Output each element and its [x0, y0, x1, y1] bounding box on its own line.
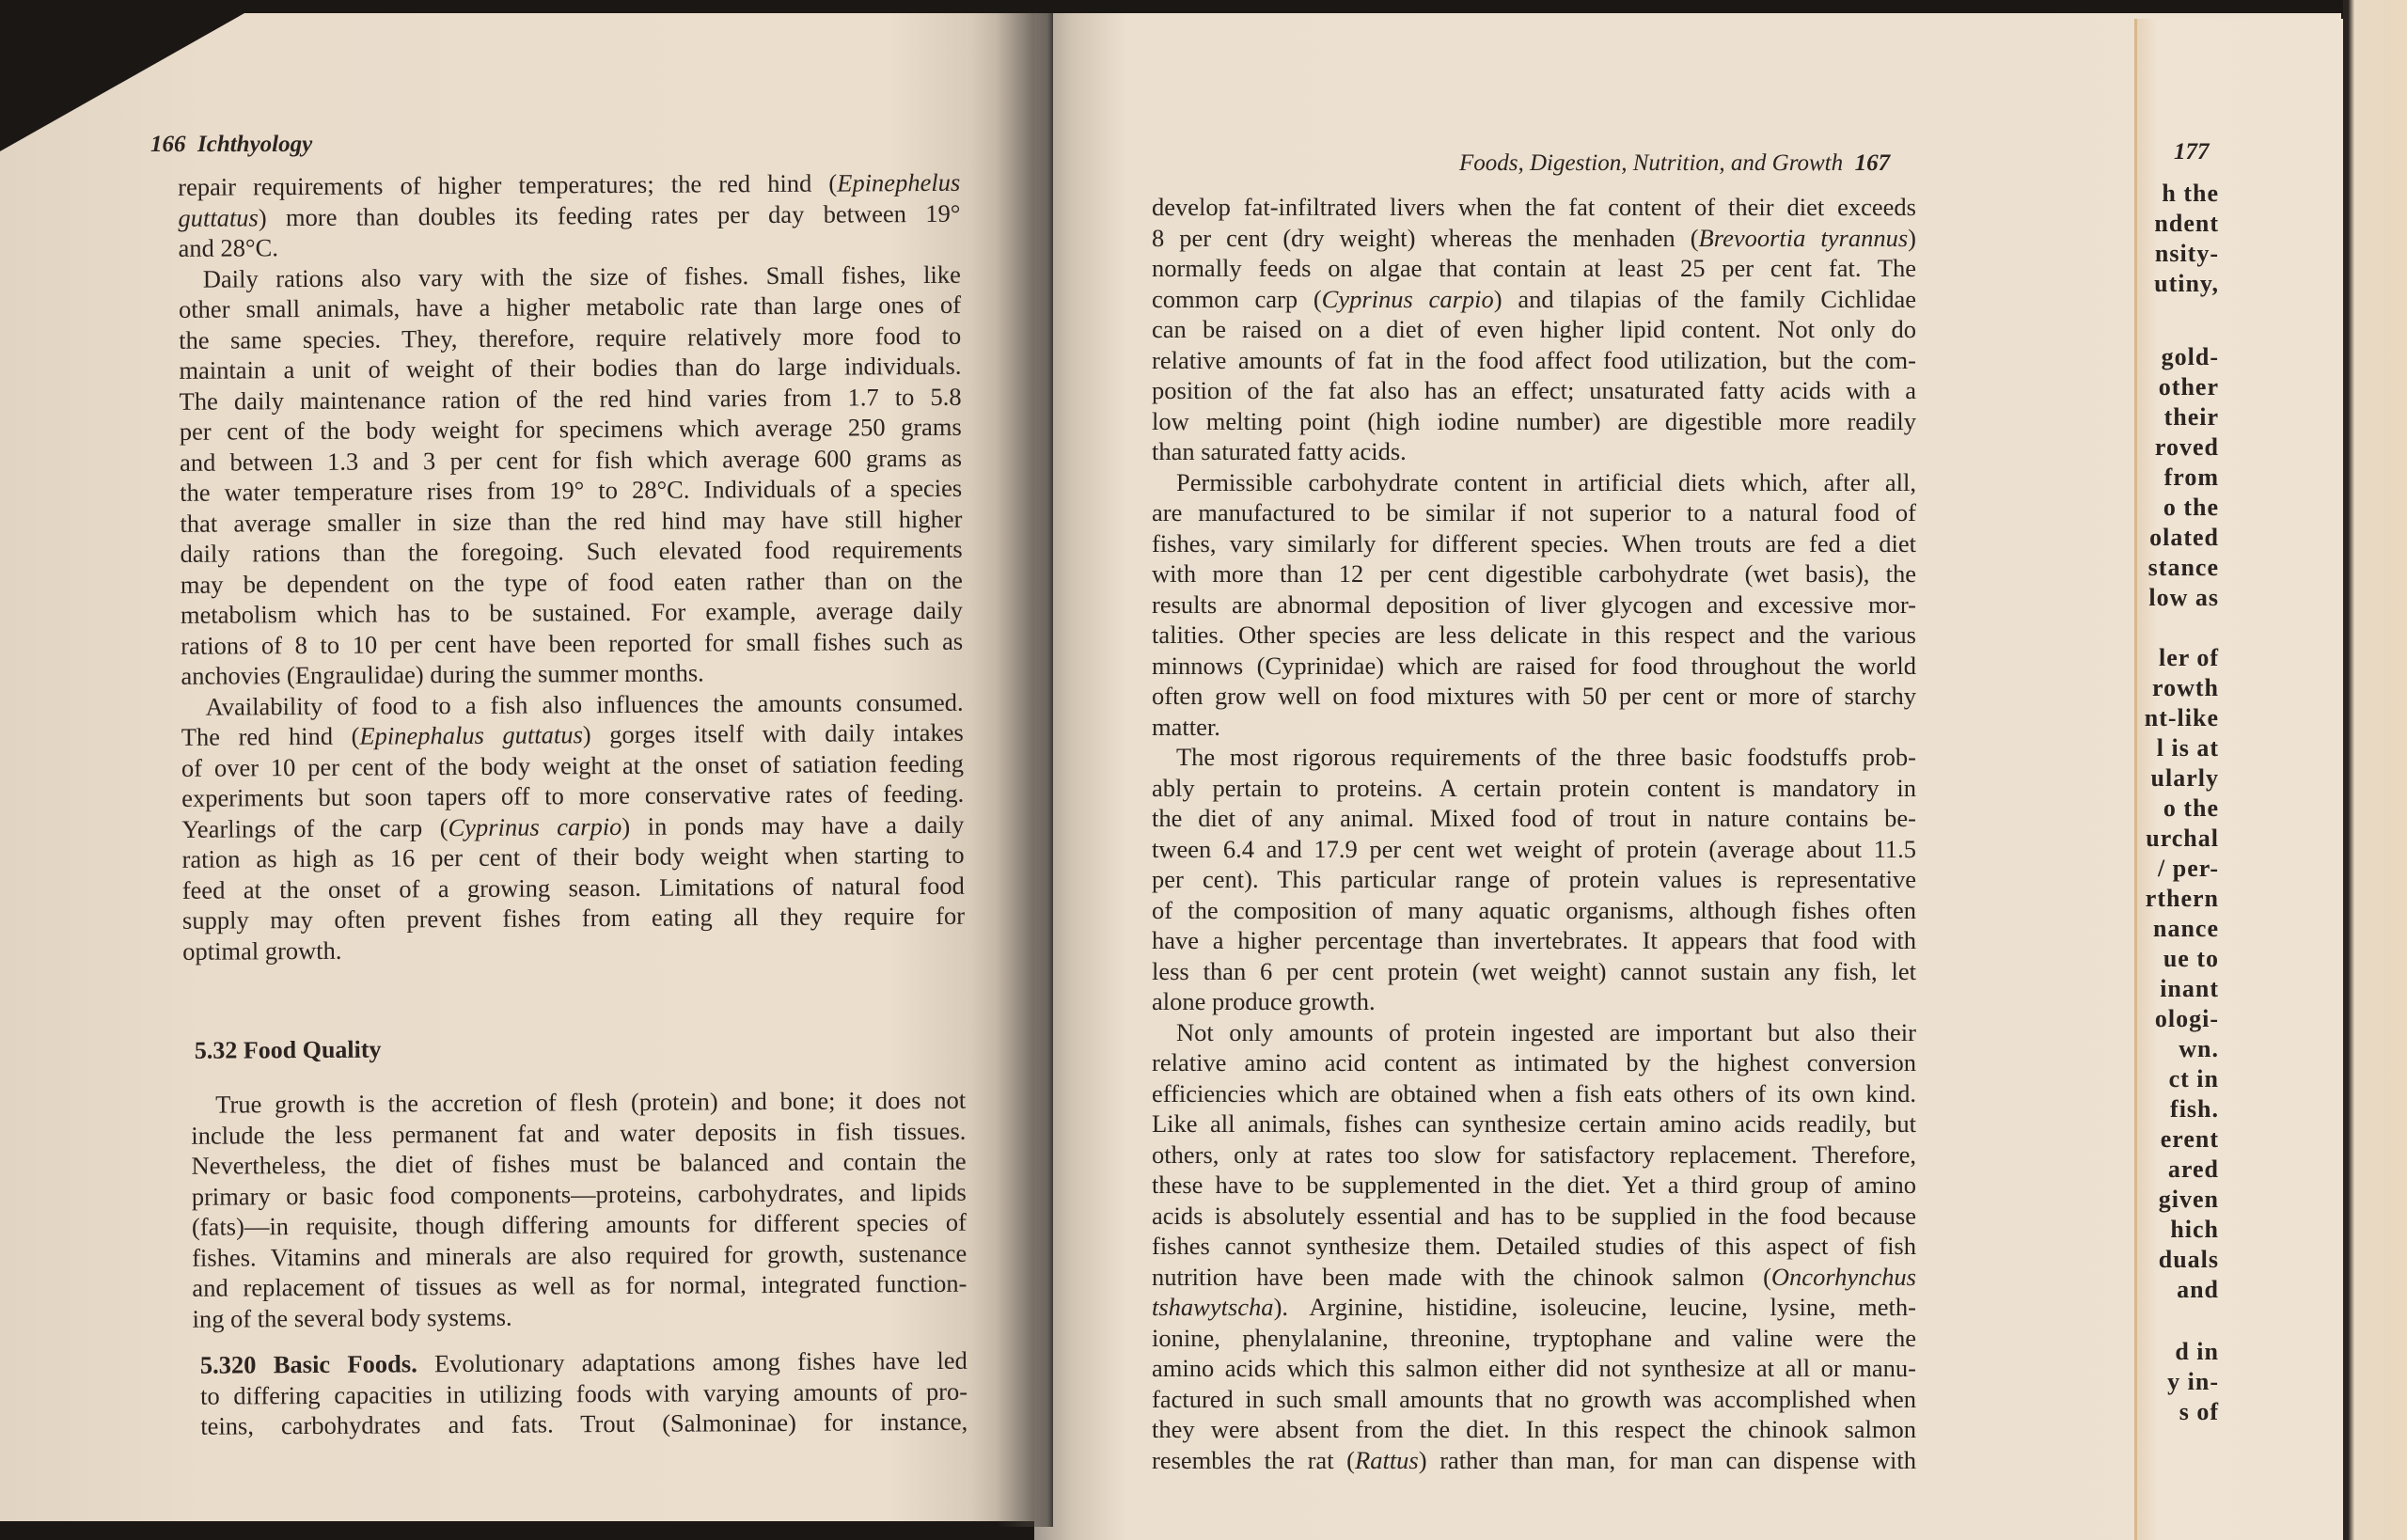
text-run: others, only at rates too slow for satisfactory replacement. Therefore,	[1152, 1139, 1916, 1169]
strip-text-fragment: wn.	[2179, 1035, 2219, 1062]
text-run: position of the fat also has an effect; unsaturated fatty acids with a	[1152, 376, 1916, 404]
text-line	[200, 1375, 968, 1410]
text-run: minnows (Cyprinidae) which are raised for food throughout the world	[1152, 651, 1916, 680]
text-run: optimal growth.	[182, 935, 342, 966]
italic-term: Cyprinus carpio	[1321, 284, 1494, 313]
text-line	[1152, 803, 1916, 834]
text-line	[192, 1176, 967, 1212]
text-line	[1152, 712, 1916, 743]
text-run: often grow well on food mixtures with 50 per cent or more of starchy	[1152, 682, 1916, 710]
text-line	[1152, 834, 1916, 865]
paragraph	[181, 686, 965, 966]
text-line	[1152, 314, 1916, 345]
text-run: relative amounts of fat in the food affect food utilization, but the com-	[1152, 345, 1916, 374]
text-run: the diet of any animal. Mixed food of trout in nature contains be-	[1152, 804, 1916, 832]
text-line	[1152, 773, 1916, 804]
text-run: they were absent from the diet. In this respect the chinook salmon	[1152, 1415, 1916, 1443]
strip-text-fragment: erent	[2160, 1125, 2219, 1153]
text-run: ) gorges itself with daily intakes	[582, 717, 964, 749]
text-line	[200, 1406, 968, 1441]
strip-text-group	[2116, 1337, 2219, 1427]
text-line	[1152, 742, 1916, 773]
text-run: the water temperature rises from 19° to 28°C. Individuals of a species	[180, 473, 963, 507]
text-run: and 28°C.	[178, 233, 279, 262]
text-run: )	[1908, 223, 1916, 252]
text-run: other small animals, have a higher metabolic rate than large ones of	[178, 290, 962, 323]
strip-text-fragment: / per-	[2158, 855, 2219, 882]
text-line	[1152, 375, 1916, 406]
right-running-head-title: Foods, Digestion, Nutrition, and Growth	[1459, 150, 1844, 176]
text-run: the same species. They, therefore, require relatively more food to	[179, 321, 962, 354]
text-run: supply may often prevent fishes from eating all they require for	[181, 901, 966, 935]
text-line	[181, 595, 963, 631]
strip-text-fragment: ared	[2167, 1155, 2219, 1183]
text-line	[179, 351, 961, 386]
text-line	[1152, 895, 1916, 926]
strip-text-fragment: from	[2163, 464, 2219, 491]
italic-term: Oncorhynchus	[1770, 1262, 1916, 1291]
text-line	[178, 197, 960, 233]
text-line	[191, 1146, 966, 1182]
text-line	[181, 625, 963, 661]
strip-text-fragment: ndent	[2154, 210, 2219, 237]
paragraph	[1152, 742, 1916, 1017]
text-line	[1152, 1323, 1916, 1354]
strip-text-fragment: h the	[2162, 180, 2219, 207]
text-line	[1152, 1231, 1916, 1262]
text-line	[181, 840, 964, 875]
strip-text-fragment: utiny,	[2154, 270, 2219, 297]
text-line	[1152, 497, 1916, 528]
text-run: of over 10 per cent of the body weight at the onset of satiation feeding	[181, 748, 965, 782]
text-run: low melting point (high iodine number) are digestible more readily	[1152, 406, 1916, 435]
strip-text-fragment: rowth	[2152, 674, 2219, 701]
text-line	[1152, 620, 1916, 651]
text-run: ) in ponds may have a daily	[621, 809, 965, 841]
run-in-heading: 5.320 Basic Foods.	[199, 1349, 417, 1379]
italic-term: guttatus	[178, 202, 259, 232]
left-body-top	[178, 167, 965, 966]
strip-page-text	[2116, 179, 2219, 1457]
text-run: ) rather than man, for man can dispense with	[1418, 1445, 1916, 1474]
text-run: per cent of the body weight for specimens which average 250 grams	[179, 412, 962, 446]
text-run: less than 6 per cent protein (wet weight) cannot sustain any fish, let	[1152, 956, 1916, 985]
paragraph	[178, 167, 961, 264]
text-line	[180, 381, 962, 416]
strip-text-group	[2116, 179, 2219, 299]
strip-text-fragment: s of	[2179, 1398, 2219, 1425]
text-run: that average smaller in size than the red hind may have still higher	[180, 504, 963, 538]
strip-page-number: 177	[2174, 139, 2210, 165]
text-run: Like all animals, fishes can synthesize certain amino acids readily, but	[1152, 1109, 1916, 1138]
text-run: ably pertain to proteins. A certain protein content is mandatory in	[1152, 773, 1916, 802]
strip-text-fragment: d in	[2175, 1338, 2219, 1365]
strip-text-group	[2116, 342, 2219, 613]
text-run: Nevertheless, the diet of fishes must be balanced and contain the	[191, 1146, 967, 1180]
text-line	[181, 809, 964, 844]
strip-text-fragment: nsity-	[2154, 240, 2219, 267]
text-line	[192, 1268, 967, 1304]
text-line	[1152, 1262, 1916, 1293]
text-line	[181, 717, 964, 753]
text-run: rations of 8 to 10 per cent have been reported for small fishes such as	[181, 626, 964, 660]
text-run: include the less permanent fat and water deposits in fish tissues.	[191, 1116, 967, 1150]
text-line	[191, 1085, 966, 1121]
italic-term: Epinephalus guttatus	[359, 720, 583, 750]
text-run: fishes cannot synthesize them. Detailed studies of this aspect of fish	[1152, 1232, 1916, 1260]
italic-term: Brevoortia tyrannus	[1698, 223, 1909, 252]
text-line	[1152, 223, 1916, 254]
strip-text-fragment: nt-like	[2144, 704, 2219, 731]
text-run: anchovies (Engraulidae) during the summer months.	[181, 658, 704, 690]
paragraph	[200, 1345, 968, 1441]
strip-text-fragment: l is at	[2156, 734, 2219, 762]
strip-text-fragment: ologi-	[2154, 1005, 2219, 1032]
text-line	[191, 1115, 966, 1151]
strip-text-fragment: stance	[2147, 554, 2219, 581]
text-run: can be raised on a diet of even higher lipid content. Not only do	[1152, 315, 1916, 343]
text-line	[192, 1298, 967, 1334]
text-run: alone produce growth.	[1152, 987, 1376, 1015]
book-edge	[2343, 0, 2407, 1540]
text-run: may be dependent on the type of food eaten rather than on the	[180, 565, 963, 599]
strip-text-fragment: hich	[2170, 1216, 2219, 1243]
text-run: The most rigorous requirements of the three basic foodstuffs prob-	[1176, 743, 1916, 771]
text-run: 8 per cent (dry weight) whereas the menhaden (	[1152, 223, 1699, 252]
text-run: repair requirements of higher temperatures; the red hind (	[178, 168, 838, 201]
text-run: experiments but soon tapers off to more conservative rates of feeding.	[181, 778, 965, 812]
text-run: ionine, phenylalanine, threonine, tryptophane and valine were the	[1152, 1323, 1916, 1352]
italic-term: tshawytscha	[1152, 1293, 1274, 1321]
text-line	[182, 931, 965, 966]
text-run: Daily rations also vary with the size of fishes. Small fishes, like	[202, 259, 961, 293]
text-run: have a higher percentage than invertebrates. It appears that food with	[1152, 926, 1916, 954]
text-line	[181, 564, 963, 600]
text-line	[1152, 925, 1916, 956]
strip-text-fragment: o the	[2163, 494, 2219, 521]
strip-text-fragment: urchal	[2146, 825, 2219, 852]
text-run: and between 1.3 and 3 per cent for fish which average 600 grams as	[179, 443, 963, 477]
text-run: matter.	[1152, 712, 1220, 741]
text-line	[1152, 864, 1916, 895]
text-line	[192, 1207, 967, 1243]
strip-text-fragment: ct in	[2168, 1065, 2219, 1092]
text-line	[182, 870, 965, 905]
text-run: are manufactured to be similar if not superior to a natural food of	[1152, 498, 1916, 526]
strip-text-fragment: fish.	[2170, 1095, 2219, 1123]
text-line	[192, 1237, 967, 1273]
text-run: to differing capacities in utilizing foods with varying amounts of pro-	[199, 1376, 968, 1410]
gutter-shadow	[997, 13, 1053, 1527]
text-run: acids is absolutely essential and has to be supplied in the food because	[1152, 1201, 1916, 1230]
text-run: amino acids which this salmon either did not synthesize at all or manu-	[1152, 1354, 1916, 1382]
strip-text-fragment: ler of	[2159, 644, 2219, 671]
text-run: The daily maintenance ration of the red hind varies from 1.7 to 5.8	[179, 382, 962, 416]
text-line	[1152, 1414, 1916, 1445]
text-run: Yearlings of the carp (	[181, 812, 448, 843]
paragraph	[1152, 192, 1916, 467]
text-run: talities. Other species are less delicate in this respect and the various	[1152, 621, 1916, 649]
strip-text-fragment: rthern	[2145, 885, 2219, 912]
text-run: Availability of food to a fish also influences the amounts consumed.	[205, 687, 964, 721]
strip-text-fragment: roved	[2154, 433, 2219, 461]
text-line	[1152, 589, 1916, 621]
text-line	[1152, 986, 1916, 1017]
text-line	[1152, 1017, 1916, 1048]
text-line	[181, 747, 964, 783]
strip-text-fragment: duals	[2158, 1246, 2219, 1273]
text-run: develop fat-infiltrated livers when the fat content of their diet exceeds	[1152, 193, 1916, 221]
text-line	[180, 503, 962, 539]
text-run: ) more than doubles its feeding rates per day between 19°	[258, 198, 961, 231]
text-line	[179, 259, 961, 294]
strip-text-fragment: inant	[2160, 975, 2219, 1002]
strip-text-fragment: given	[2158, 1186, 2219, 1213]
strip-text-fragment: nance	[2153, 915, 2219, 942]
strip-text-group	[2116, 643, 2219, 1305]
text-run: ). Arginine, histidine, isoleucine, leucine, lysine, meth-	[1273, 1293, 1916, 1321]
text-line	[1152, 1445, 1916, 1476]
text-line	[1152, 1078, 1916, 1109]
text-run: (fats)—in requisite, though differing amounts for different species of	[191, 1207, 968, 1241]
text-line	[1152, 1047, 1916, 1078]
strip-text-fragment: y in-	[2167, 1368, 2219, 1395]
text-run: Evolutionary adaptations among fishes have led	[417, 1345, 968, 1378]
text-line	[1152, 1170, 1916, 1201]
right-running-head	[1459, 150, 1890, 177]
text-run: ing of the several body systems.	[192, 1302, 512, 1333]
strip-text-fragment: olated	[2149, 524, 2219, 551]
text-line	[1152, 681, 1916, 712]
text-run: relative amino acid content as intimated by the highest conversion	[1152, 1048, 1916, 1076]
text-run: teins, carbohydrates and fats. Trout (Salmoninae) for instance,	[200, 1406, 968, 1440]
right-body	[1152, 192, 1916, 1475]
italic-term: Cyprinus carpio	[448, 811, 622, 841]
text-run: than saturated fatty acids.	[1152, 437, 1407, 465]
text-run: efficiencies which are obtained when a fish eats others of its own kind.	[1152, 1078, 1916, 1108]
text-run: True growth is the accretion of flesh (protein) and bone; it does not	[215, 1085, 967, 1119]
food-quality-paragraph	[191, 1085, 968, 1334]
text-line	[179, 320, 961, 355]
text-run: Not only amounts of protein ingested are important but also their	[1176, 1017, 1916, 1046]
text-line	[1152, 1139, 1916, 1171]
text-line	[180, 473, 962, 509]
text-line	[1152, 651, 1916, 682]
text-line	[200, 1345, 968, 1380]
strip-text-fragment: ularly	[2150, 764, 2219, 792]
text-line	[1152, 436, 1916, 467]
text-line	[179, 290, 961, 325]
strip-text-fragment: other	[2158, 373, 2219, 401]
text-run: results are abnormal deposition of liver glycogen and excessive mor-	[1152, 589, 1916, 619]
text-run: common carp (	[1152, 284, 1322, 313]
section-heading: 5.32 Food Quality	[194, 1035, 382, 1064]
left-running-head	[150, 132, 312, 158]
text-run: primary or basic food components—proteins, carbohydrates, and lipids	[191, 1177, 967, 1211]
text-line	[181, 534, 963, 570]
right-page-number: 167	[1854, 150, 1891, 176]
text-run: of the composition of many aquatic organisms, although fishes often	[1152, 895, 1916, 924]
italic-term: Epinephelus	[837, 167, 961, 197]
text-line	[1152, 192, 1916, 223]
text-line	[181, 656, 963, 692]
text-line	[180, 412, 962, 448]
text-line	[1152, 1201, 1916, 1232]
text-line	[1152, 956, 1916, 987]
text-run: normally feeds on algae that contain at least 25 per cent fat. The	[1152, 254, 1916, 282]
strip-text-fragment: and	[2177, 1276, 2219, 1303]
text-run: ) and tilapias of the family Cichlidae	[1493, 284, 1916, 313]
text-line	[1152, 406, 1916, 437]
text-line	[181, 686, 963, 722]
text-run: maintain a unit of weight of their bodies than do large individuals.	[179, 351, 962, 385]
text-run: with more than 12 per cent digestible carbohydrate (wet basis), the	[1152, 559, 1916, 588]
strip-text-fragment: their	[2163, 403, 2219, 431]
text-line	[1152, 528, 1916, 559]
text-run: resembles the rat (	[1152, 1445, 1356, 1474]
left-running-head-title: Ichthyology	[197, 132, 313, 157]
text-line	[1152, 284, 1916, 315]
text-run: Permissible carbohydrate content in artificial diets which, after all,	[1176, 467, 1916, 496]
strip-text-fragment: o the	[2163, 794, 2219, 822]
text-line	[1152, 1353, 1916, 1384]
strip-text-fragment: ue to	[2163, 945, 2219, 972]
text-run: ration as high as 16 per cent of their body weight when starting to	[181, 840, 965, 873]
paragraph	[179, 259, 964, 691]
paragraph	[191, 1085, 968, 1334]
text-run: these have to be supplemented in the diet. Yet a third group of amino	[1152, 1171, 1916, 1199]
text-run: feed at the onset of a growing season. Limitations of natural food	[181, 871, 965, 904]
text-line	[180, 442, 962, 478]
text-run: The red hind (	[181, 721, 360, 751]
text-run: fishes. Vitamins and minerals are also required for growth, sustenance	[192, 1238, 968, 1272]
text-run: factured in such small amounts that no growth was accomplished when	[1152, 1384, 1916, 1413]
text-line	[1152, 558, 1916, 589]
text-line	[182, 901, 965, 936]
basic-foods-paragraph	[200, 1345, 968, 1441]
left-page-number: 166	[150, 132, 186, 157]
text-run: nutrition have been made with the chinook salmon (	[1152, 1262, 1771, 1291]
text-line	[1152, 1108, 1916, 1139]
text-run: daily rations than the foregoing. Such elevated food requirements	[180, 534, 963, 568]
text-line	[179, 228, 961, 264]
text-run: tween 6.4 and 17.9 per cent wet weight of protein (average about 11.5	[1152, 834, 1916, 863]
italic-term: Rattus	[1355, 1445, 1419, 1474]
text-run: metabolism which has to be sustained. For example, average daily	[180, 595, 964, 629]
text-run: and replacement of tissues as well as for normal, integrated function-	[192, 1268, 968, 1302]
text-line	[1152, 253, 1916, 284]
text-line	[178, 167, 960, 203]
text-line	[1152, 467, 1916, 498]
text-line	[1152, 1384, 1916, 1415]
text-line	[181, 778, 964, 814]
strip-text-fragment: low as	[2148, 584, 2219, 611]
paragraph	[1152, 467, 1916, 743]
text-line	[1152, 1292, 1916, 1323]
paragraph	[1152, 1017, 1916, 1476]
text-run: fishes, vary similarly for different species. When trouts are fed a diet	[1152, 528, 1916, 558]
text-run: per cent). This particular range of protein values is representative	[1152, 865, 1916, 893]
text-line	[1152, 345, 1916, 376]
strip-text-fragment: gold-	[2161, 343, 2219, 370]
